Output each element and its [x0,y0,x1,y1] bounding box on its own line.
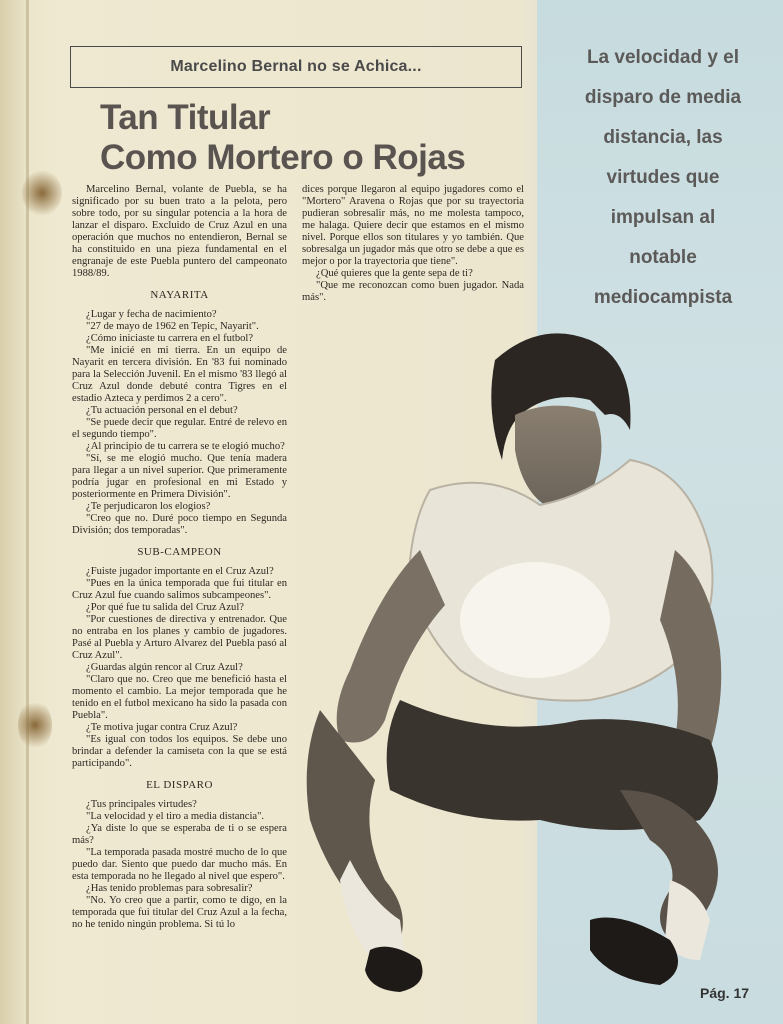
headline-line-1: Tan Titular [100,98,271,137]
interview-line: "Claro que no. Creo que me benefició hasta el momento el cambio. La mejor temporada que he tenido en el futbol mexicano ha sido la pasada con Puebla". [72,674,287,721]
binding-edge [26,0,29,1024]
stain-mark [18,700,52,750]
intro-paragraph: Marcelino Bernal, volante de Puebla, se ha significado por su buen trato a la pelota, pero sobre todo, por su singular potencia a la hora de lanzar el disparo. Excluido de Cruz Azul en una operación que muchos no entendieron, Bernal se ha constituido en una pieza fundamental en el engranaje de este Puebla puntero del campeonato 1988/89. [72,184,287,279]
interview-line: ¿Lugar y fecha de nacimiento? [86,309,217,320]
interview-line: "Se puede decir que regular. Entré de relevo en el segundo tiempo". [72,417,287,440]
page-number: Pág. 17 [700,985,750,1001]
interview-line: ¿Cómo iniciaste tu carrera en el futbol? [86,333,254,344]
ball [460,562,610,678]
pull-quote-line: disparo de media [584,87,742,108]
article-column-1 [72,184,287,931]
kicker-box [70,46,522,88]
interview-line: "27 de mayo de 1962 en Tepic, Nayarit". [86,321,259,332]
interview-line: ¿Tus principales virtudes? [86,799,197,810]
interview-line: ¿Fuiste jugador importante en el Cruz Azul? [86,566,274,577]
pull-quote-line: virtudes que [606,167,720,188]
player-photo [290,320,783,1000]
headline-line-2: Como Mortero o Rojas [100,138,466,177]
pull-quote-line: mediocampista [593,287,733,308]
headline [100,98,530,178]
interview-line: ¿Qué quieres que la gente sepa de ti? [316,268,473,279]
interview-line: "La velocidad y el tiro a media distancia". [86,811,265,822]
interview-line: ¿Al principio de tu carrera se te elogió mucho? [86,441,285,452]
pull-quote-line: impulsan al [610,207,716,228]
interview-line: ¿Por qué fue tu salida del Cruz Azul? [86,602,244,613]
section-heading: SUB-CAMPEON [137,546,222,558]
interview-line: dices porque llegaron al equipo jugadores como el "Mortero" Aravena o Rojas que por su trayectoria pudieran sobresalir más, no me molesta tampoco, me halaga. Quiere decir que estamos en el mismo nivel. Porque ellos son titulares y yo también. Que sobresalga un jugador más que otro se debe a que es mejor o por la trayectoria que tiene". [302,184,524,267]
pull-quote-line: distancia, las [603,127,723,148]
interview-line: "Pues en la única temporada que fui titular en Cruz Azul fue cuando salimos subcampeones". [72,578,287,601]
kicker-text: Marcelino Bernal no se Achica... [170,58,422,75]
pull-quote-line: notable [629,247,697,268]
article-column-2 [302,184,524,304]
player-boot-left [365,947,423,992]
interview-line: "La temporada pasada mostré mucho de lo que puedo dar. Siento que puedo dar mucho más. En esta temporada no he llegado al nivel que espero". [72,847,287,882]
interview-line: "Por cuestiones de directiva y entrenador. Que no entraba en los planes y cambio de jugadores. Pasé al Puebla y Arturo Alvarez del Puebla pasó al Cruz Azul". [72,614,287,661]
interview-line: "Creo que no. Duré poco tiempo en Segunda División; dos temporadas". [72,513,287,536]
interview-line: "No. Yo creo que a partir, como te digo, en la temporada que fui titular del Cruz Azul a la fecha, no he tenido ningún problema. Si tú lo [72,895,287,930]
interview-line: "Sí, se me elogió mucho. Que tenía madera para llegar a un nivel superior. Que primeramente podría jugar en profesional en mi Estado y posteriormente en Primera División". [72,453,287,500]
stain-mark [22,170,62,216]
pull-quote-line: La velocidad y el [586,47,740,68]
section-heading: NAYARITA [150,289,209,301]
interview-line: ¿Tu actuación personal en el debut? [86,405,238,416]
interview-line: ¿Te motiva jugar contra Cruz Azul? [86,722,238,733]
interview-line: "Es igual con todos los equipos. Se debe uno brindar a defender la camiseta con la que se está participando". [72,734,287,769]
interview-line: ¿Te perjudicaron los elogios? [86,501,211,512]
interview-line: "Que me reconozcan como buen jugador. Nada más". [302,280,524,303]
interview-line: "Me inicié en mi tierra. En un equipo de Nayarit en tercera división. En '83 fui nominado para la Selección Juvenil. En el mismo '83 llegó al Cruz Azul donde debuté contra Tigres en el estadio Azteca y perdimos 2 a cero". [72,345,287,404]
interview-line: ¿Guardas algún rencor al Cruz Azul? [86,662,243,673]
pull-quote [545,38,781,318]
interview-line: ¿Has tenido problemas para sobresalir? [86,883,253,894]
section-heading: EL DISPARO [146,779,213,791]
interview-line: ¿Ya diste lo que se esperaba de ti o se espera más? [72,823,287,846]
